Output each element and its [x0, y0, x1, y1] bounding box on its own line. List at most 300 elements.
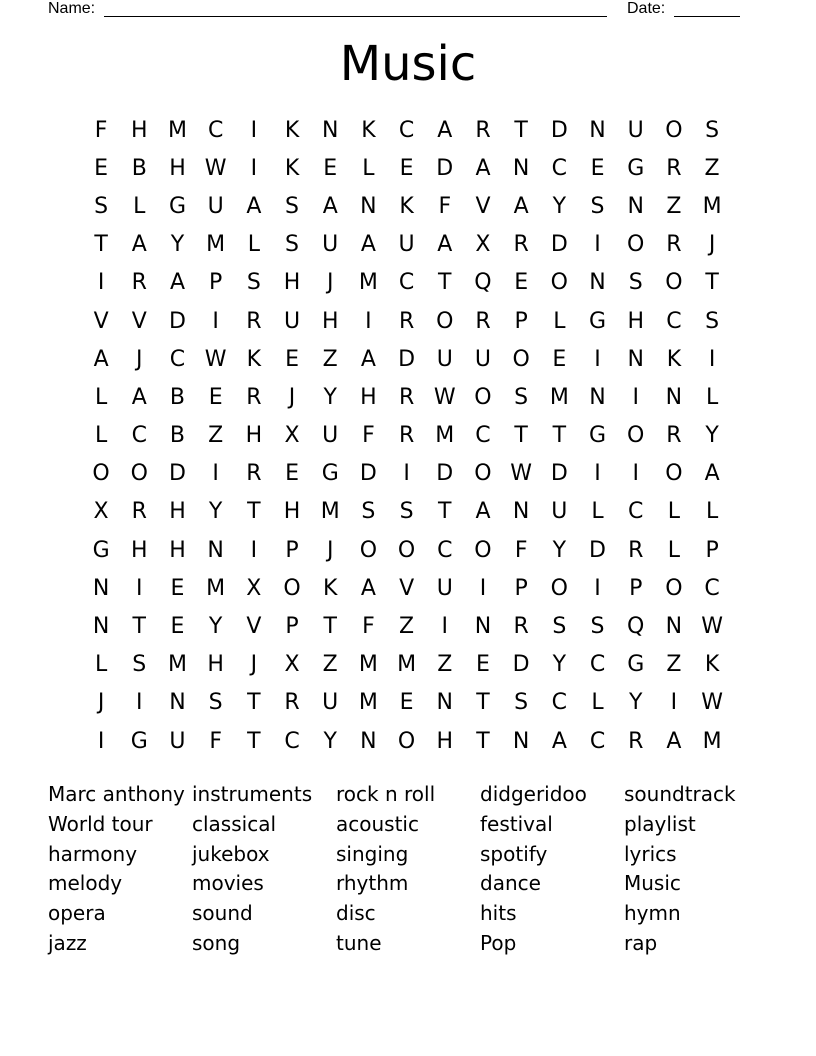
grid-letter: N	[360, 728, 377, 754]
grid-letter: C	[398, 270, 415, 296]
grid-letter: N	[589, 384, 606, 410]
grid-letter: V	[246, 614, 262, 640]
grid-letter: H	[131, 537, 148, 563]
grid-letter: R	[475, 117, 491, 143]
word-bank-item: dance	[480, 871, 541, 896]
grid-letter: V	[131, 308, 147, 334]
grid-letter: M	[435, 423, 455, 449]
grid-letter: M	[206, 232, 226, 258]
grid-letter: H	[436, 728, 454, 754]
grid-letter: O	[627, 232, 645, 258]
grid-letter: N	[512, 499, 530, 525]
page-title: Music	[339, 36, 477, 92]
grid-letter: C	[551, 155, 568, 181]
grid-letter: O	[397, 537, 416, 563]
word-bank-item: song	[192, 930, 241, 955]
grid-letter: L	[705, 499, 719, 525]
grid-letter: M	[167, 117, 187, 143]
grid-letter: G	[589, 423, 607, 449]
date-label: Date:	[627, 0, 666, 17]
grid-letter: S	[285, 193, 300, 219]
grid-letter: T	[705, 270, 719, 296]
grid-letter: N	[92, 575, 110, 601]
grid-letter: T	[552, 423, 567, 449]
grid-letter: H	[169, 155, 186, 181]
grid-letter: O	[474, 461, 492, 487]
grid-letter: U	[322, 232, 339, 258]
grid-letter: R	[398, 423, 415, 449]
grid-letter: N	[627, 193, 644, 219]
grid-letter: E	[285, 461, 299, 487]
grid-letter: Y	[552, 652, 567, 678]
grid-letter: C	[589, 652, 606, 678]
grid-letter: S	[590, 193, 605, 219]
grid-letter: O	[130, 461, 148, 487]
grid-letter: O	[474, 384, 492, 410]
grid-letter: J	[326, 537, 334, 563]
grid-letter: L	[247, 232, 260, 258]
grid-letter: S	[552, 614, 567, 640]
grid-letter: M	[320, 499, 340, 525]
grid-letter: C	[551, 690, 568, 716]
grid-letter: F	[438, 193, 452, 219]
grid-letter: A	[360, 232, 376, 258]
word-bank-item: acoustic	[336, 811, 419, 836]
grid-letter: E	[514, 270, 529, 296]
grid-letter: F	[94, 117, 108, 143]
grid-letter: T	[132, 614, 146, 640]
grid-letter: P	[514, 308, 528, 334]
grid-letter: I	[250, 155, 258, 181]
grid-letter: M	[358, 270, 378, 296]
word-bank-item: didgeridoo	[480, 782, 587, 806]
grid-letter: E	[208, 384, 223, 410]
grid-letter: S	[705, 117, 720, 143]
grid-letter: L	[553, 308, 566, 334]
grid-letter: L	[705, 384, 719, 410]
grid-letter: C	[207, 117, 224, 143]
word-bank-item: hymn	[624, 901, 681, 926]
grid-letter: D	[589, 537, 606, 563]
grid-letter: O	[665, 117, 683, 143]
grid-letter: C	[628, 499, 644, 525]
grid-letter: Q	[627, 614, 645, 640]
grid-letter: K	[361, 117, 376, 143]
grid-letter: R	[666, 232, 682, 258]
grid-letter: A	[360, 575, 376, 601]
grid-letter: S	[514, 384, 529, 410]
grid-letter: Q	[474, 270, 492, 296]
grid-letter: U	[322, 423, 339, 449]
grid-letter: O	[665, 270, 683, 296]
grid-letter: N	[512, 728, 530, 754]
grid-letter: Y	[628, 690, 643, 716]
grid-letter: A	[551, 728, 567, 754]
grid-letter: R	[246, 461, 262, 487]
grid-letter: T	[476, 690, 490, 716]
grid-letter: B	[131, 155, 147, 181]
word-bank-item: festival	[480, 811, 553, 836]
grid-letter: R	[628, 728, 644, 754]
grid-letter: Y	[323, 384, 337, 410]
grid-letter: A	[131, 232, 147, 258]
word-bank-item: tune	[336, 930, 382, 955]
grid-letter: O	[359, 537, 378, 563]
grid-letter: E	[590, 155, 605, 181]
grid-letter: T	[94, 232, 108, 258]
grid-letter: M	[702, 193, 722, 219]
grid-letter: H	[169, 537, 186, 563]
grid-letter: R	[246, 308, 262, 334]
grid-letter: N	[436, 690, 454, 716]
word-bank-item: singing	[336, 841, 409, 866]
grid-letter: H	[283, 499, 301, 525]
grid-letter: M	[702, 728, 722, 754]
grid-letter: O	[92, 461, 110, 487]
grid-letter: K	[704, 652, 720, 678]
grid-letter: N	[92, 614, 110, 640]
grid-letter: R	[513, 232, 529, 258]
grid-letter: E	[399, 155, 414, 181]
grid-letter: D	[168, 461, 186, 487]
grid-letter: A	[513, 193, 529, 219]
grid-letter: J	[136, 346, 143, 372]
grid-letter: M	[549, 384, 569, 410]
grid-letter: K	[323, 575, 338, 601]
word-bank-item: Pop	[480, 930, 517, 955]
grid-letter: I	[136, 575, 143, 601]
grid-letter: A	[93, 346, 109, 372]
grid-letter: T	[247, 728, 261, 754]
grid-letter: D	[168, 308, 186, 334]
grid-letter: W	[701, 690, 723, 716]
grid-letter: R	[398, 308, 415, 334]
grid-letter: G	[321, 461, 339, 487]
grid-letter: Y	[170, 232, 185, 258]
grid-letter: N	[321, 117, 339, 143]
grid-letter: L	[133, 193, 146, 219]
grid-letter: R	[398, 384, 415, 410]
grid-letter: O	[665, 461, 683, 487]
grid-letter: M	[206, 575, 226, 601]
grid-letter: I	[250, 537, 258, 563]
grid-letter: Z	[704, 155, 720, 181]
grid-letter: U	[551, 499, 568, 525]
grid-letter: U	[474, 346, 492, 372]
grid-letter: M	[358, 690, 378, 716]
grid-letter: R	[666, 155, 682, 181]
grid-letter: R	[131, 270, 147, 296]
word-bank-item: melody	[48, 871, 123, 896]
grid-letter: N	[360, 193, 377, 219]
grid-letter: R	[131, 499, 147, 525]
word-bank	[48, 780, 768, 959]
grid-letter: U	[627, 117, 644, 143]
grid-letter: T	[514, 423, 528, 449]
grid-letter: W	[510, 461, 533, 487]
grid-letter: P	[514, 575, 528, 601]
grid-letter: O	[512, 346, 530, 372]
grid-letter: W	[701, 614, 723, 640]
grid-letter: Y	[208, 499, 223, 525]
grid-letter: N	[512, 155, 530, 181]
grid-letter: O	[474, 537, 492, 563]
grid-letter: L	[94, 423, 108, 449]
word-bank-item: rap	[624, 930, 658, 955]
grid-letter: M	[397, 652, 417, 678]
grid-letter: H	[131, 117, 148, 143]
grid-letter: E	[94, 155, 109, 181]
grid-letter: O	[397, 728, 416, 754]
grid-letter: N	[474, 614, 492, 640]
grid-letter: X	[246, 575, 262, 601]
word-bank-item: soundtrack	[624, 782, 736, 806]
grid-letter: S	[94, 193, 109, 219]
grid-letter: J	[250, 652, 258, 678]
grid-letter: T	[323, 614, 337, 640]
grid-letter: A	[475, 155, 491, 181]
grid-letter: J	[708, 232, 716, 258]
grid-letter: N	[589, 117, 606, 143]
grid-letter: T	[247, 499, 261, 525]
grid-letter: A	[169, 270, 185, 296]
word-bank-item: disc	[336, 901, 376, 926]
grid-letter: G	[130, 728, 148, 754]
word-bank-item: jukebox	[192, 841, 270, 866]
name-blank-line	[104, 16, 607, 17]
grid-letter: H	[245, 423, 263, 449]
word-bank-item: Music	[624, 871, 681, 896]
grid-letter: B	[169, 423, 186, 449]
grid-letter: Z	[399, 614, 415, 640]
grid-letter: N	[665, 614, 683, 640]
grid-letter: R	[513, 614, 529, 640]
grid-letter: D	[512, 652, 530, 678]
grid-letter: C	[589, 728, 606, 754]
grid-letter: K	[399, 193, 414, 219]
grid-letter: I	[136, 690, 143, 716]
grid-letter: Y	[552, 537, 567, 563]
grid-letter: C	[666, 308, 682, 334]
grid-letter: U	[436, 575, 453, 601]
grid-letter: G	[627, 652, 645, 678]
grid-letter: W	[204, 346, 227, 372]
word-bank-item: rock n roll	[336, 782, 436, 806]
grid-letter: Y	[323, 728, 337, 754]
grid-letter: I	[212, 461, 219, 487]
grid-letter: N	[589, 270, 606, 296]
grid-letter: I	[594, 575, 601, 601]
grid-letter: S	[705, 308, 720, 334]
grid-letter: N	[627, 346, 644, 372]
grid-letter: I	[212, 308, 219, 334]
grid-letter: H	[627, 308, 644, 334]
grid-letter: P	[285, 614, 299, 640]
word-bank-item: World tour	[48, 811, 153, 836]
word-bank-item: opera	[48, 901, 106, 926]
date-blank-line	[674, 16, 740, 17]
grid-letter: S	[132, 652, 147, 678]
grid-letter: A	[666, 728, 682, 754]
grid-letter: P	[705, 537, 719, 563]
word-bank-item: spotify	[480, 841, 548, 866]
grid-letter: I	[403, 461, 410, 487]
grid-letter: S	[208, 690, 223, 716]
grid-letter: M	[358, 652, 378, 678]
grid-letter: C	[131, 423, 147, 449]
grid-letter: W	[433, 384, 456, 410]
grid-letter: C	[437, 537, 453, 563]
grid-letter: K	[666, 346, 682, 372]
grid-letter: D	[550, 117, 568, 143]
grid-letter: I	[708, 346, 716, 372]
grid-letter: I	[594, 232, 601, 258]
word-bank-item: lyrics	[624, 841, 677, 866]
grid-letter: Z	[322, 346, 338, 372]
grid-letter: U	[322, 690, 339, 716]
grid-letter: L	[362, 155, 375, 181]
grid-letter: A	[131, 384, 147, 410]
grid-letter: I	[632, 461, 639, 487]
grid-letter: R	[666, 423, 682, 449]
header	[0, 0, 816, 20]
grid-letter: G	[168, 193, 186, 219]
word-bank-item: classical	[192, 811, 277, 836]
grid-letter: L	[94, 384, 108, 410]
grid-letter: V	[399, 575, 415, 601]
grid-letter: K	[284, 155, 300, 181]
grid-letter: P	[629, 575, 643, 601]
grid-letter: N	[169, 690, 186, 716]
grid-letter: A	[475, 499, 491, 525]
grid-letter: X	[475, 232, 491, 258]
grid-letter: I	[479, 575, 487, 601]
grid-letter: A	[322, 193, 338, 219]
grid-letter: D	[550, 461, 568, 487]
grid-letter: A	[437, 232, 453, 258]
grid-letter: R	[628, 537, 644, 563]
grid-letter: H	[360, 384, 377, 410]
grid-letter: E	[323, 155, 338, 181]
grid-letter: L	[667, 499, 681, 525]
grid-letter: U	[398, 232, 415, 258]
grid-letter: V	[93, 308, 109, 334]
grid-letter: T	[247, 690, 261, 716]
grid-letter: S	[399, 499, 414, 525]
grid-letter: T	[438, 270, 452, 296]
grid-letter: O	[627, 423, 645, 449]
grid-letter: L	[591, 690, 604, 716]
grid-letter: E	[285, 346, 299, 372]
grid-letter: J	[97, 690, 105, 716]
grid-letter: I	[441, 614, 449, 640]
grid-letter: D	[550, 232, 568, 258]
grid-letter: C	[704, 575, 720, 601]
grid-letter: F	[514, 537, 528, 563]
grid-letter: T	[514, 117, 528, 143]
grid-letter: X	[284, 423, 300, 449]
grid-letter: S	[246, 270, 261, 296]
grid-letter: N	[665, 384, 683, 410]
grid-letter: A	[360, 346, 376, 372]
word-bank-item: rhythm	[336, 871, 409, 896]
grid-letter: D	[436, 461, 454, 487]
grid-letter: G	[589, 308, 607, 334]
grid-letter: H	[283, 270, 301, 296]
grid-letter: I	[97, 728, 105, 754]
grid-letter: X	[284, 652, 300, 678]
grid-letter: O	[550, 575, 568, 601]
grid-letter: Y	[208, 614, 223, 640]
grid-letter: C	[475, 423, 491, 449]
grid-letter: Z	[666, 652, 682, 678]
grid-letter: Z	[437, 652, 453, 678]
grid-letter: N	[207, 537, 224, 563]
grid-letter: V	[475, 193, 491, 219]
grid-letter: U	[207, 193, 224, 219]
grid-letter: I	[250, 117, 258, 143]
grid-letter: I	[670, 690, 678, 716]
grid-letter: C	[398, 117, 415, 143]
letter-grid	[82, 111, 731, 760]
grid-letter: M	[167, 652, 187, 678]
grid-letter: K	[246, 346, 262, 372]
grid-letter: W	[204, 155, 227, 181]
grid-letter: E	[170, 575, 185, 601]
grid-letter: G	[627, 155, 645, 181]
grid-letter: E	[476, 652, 490, 678]
word-bank-item: playlist	[624, 811, 696, 836]
grid-letter: I	[594, 346, 601, 372]
grid-letter: Z	[208, 423, 224, 449]
word-bank-item: jazz	[48, 930, 87, 955]
grid-letter: L	[667, 537, 681, 563]
grid-letter: O	[550, 270, 568, 296]
grid-letter: D	[359, 461, 377, 487]
grid-letter: O	[283, 575, 301, 601]
grid-letter: R	[475, 308, 491, 334]
grid-letter: E	[552, 346, 567, 372]
grid-letter: P	[285, 537, 299, 563]
grid-letter: O	[436, 308, 454, 334]
grid-letter: U	[283, 308, 301, 334]
word-bank-item: sound	[192, 901, 253, 926]
grid-letter: C	[284, 728, 300, 754]
grid-letter: E	[399, 690, 414, 716]
grid-letter: C	[169, 346, 186, 372]
grid-letter: H	[207, 652, 224, 678]
grid-letter: L	[94, 652, 108, 678]
grid-letter: B	[169, 384, 186, 410]
grid-letter: R	[284, 690, 300, 716]
grid-letter: Y	[705, 423, 719, 449]
grid-letter: S	[514, 690, 529, 716]
grid-letter: T	[438, 499, 452, 525]
word-bank-item: movies	[192, 871, 264, 896]
grid-letter: D	[436, 155, 454, 181]
grid-letter: S	[285, 232, 300, 258]
grid-letter: O	[665, 575, 683, 601]
grid-letter: F	[362, 614, 375, 640]
grid-letter: J	[288, 384, 296, 410]
grid-letter: L	[591, 499, 604, 525]
grid-letter: I	[365, 308, 372, 334]
grid-letter: E	[170, 614, 185, 640]
grid-letter: K	[284, 117, 300, 143]
grid-letter: G	[92, 537, 110, 563]
grid-letter: S	[361, 499, 376, 525]
word-bank-item: instruments	[192, 782, 313, 806]
